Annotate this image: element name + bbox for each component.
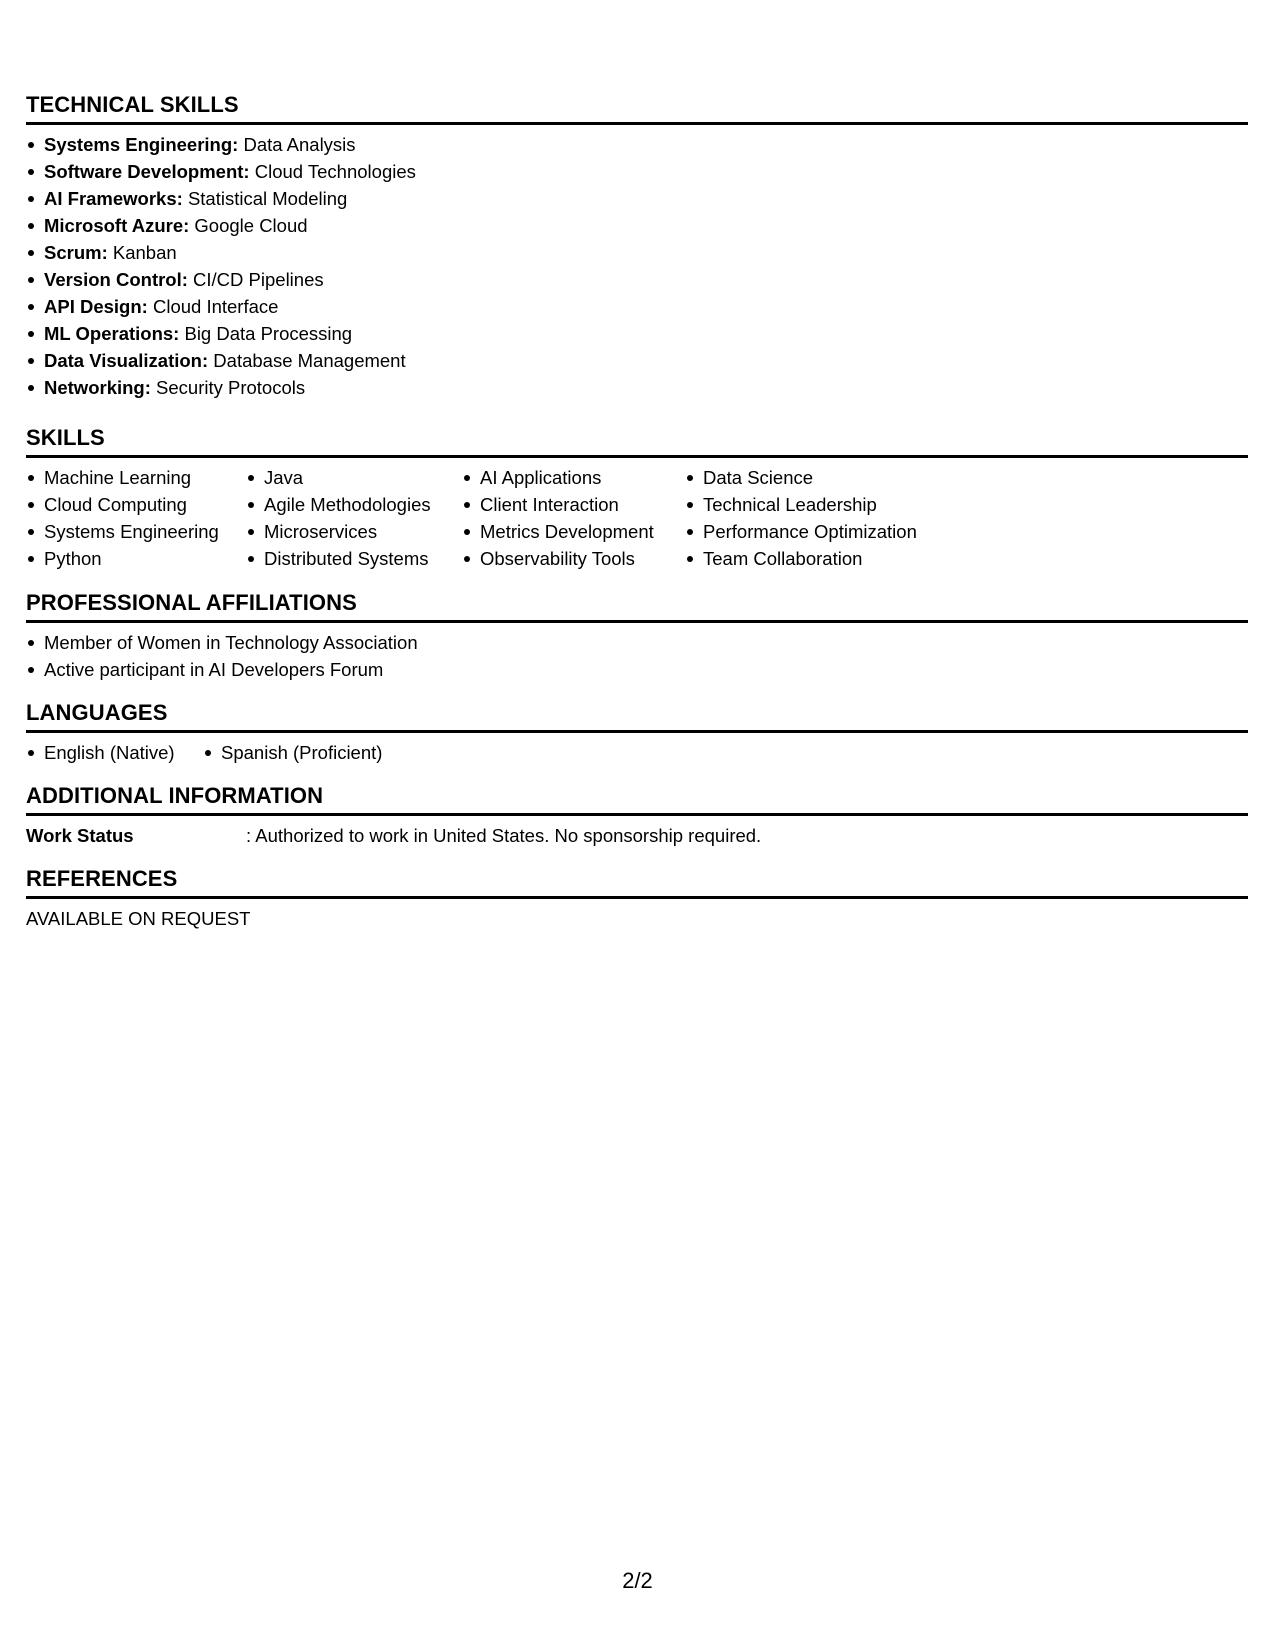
work-status-label: Work Status [26, 825, 134, 846]
list-item: Active participant in AI Developers Forum [26, 656, 1248, 683]
list-item: Performance Optimization [685, 518, 945, 545]
languages-list [203, 739, 382, 766]
list-item: Team Collaboration [685, 545, 945, 572]
skills-column [26, 464, 246, 572]
skills-section [26, 425, 1248, 572]
references-section [26, 866, 1248, 932]
list-item: Data Science [685, 464, 945, 491]
affiliations-section [26, 590, 1248, 683]
languages-list [26, 739, 203, 766]
list-item: Spanish (Proficient) [203, 739, 382, 766]
work-status-value: : Authorized to work in United States. No sponsorship required. [246, 825, 762, 846]
list-item: Technical Leadership [685, 491, 945, 518]
section-title: PROFESSIONAL AFFILIATIONS [26, 590, 1248, 623]
list-item: AI Applications [462, 464, 685, 491]
languages-section [26, 700, 1248, 766]
list-item: AI Frameworks: Statistical Modeling [26, 185, 1248, 212]
info-row [26, 822, 1248, 849]
skills-column [246, 464, 462, 572]
list-item: Metrics Development [462, 518, 685, 545]
list-item: Java [246, 464, 462, 491]
list-item: English (Native) [26, 739, 203, 766]
list-item: Observability Tools [462, 545, 685, 572]
list-item: Data Visualization: Database Management [26, 347, 1248, 374]
languages-row [26, 739, 1248, 766]
page-number: 2/2 [622, 1568, 653, 1593]
list-item: Version Control: CI/CD Pipelines [26, 266, 1248, 293]
list-item: Microsoft Azure: Google Cloud [26, 212, 1248, 239]
list-item: Systems Engineering [26, 518, 246, 545]
references-text: AVAILABLE ON REQUEST [26, 908, 251, 929]
list-item: Distributed Systems [246, 545, 462, 572]
skills-column [462, 464, 685, 572]
technical-skills-section [26, 92, 1248, 401]
section-title: ADDITIONAL INFORMATION [26, 783, 1248, 816]
section-title: SKILLS [26, 425, 1248, 458]
list-item: Python [26, 545, 246, 572]
list-item: Machine Learning [26, 464, 246, 491]
list-item: API Design: Cloud Interface [26, 293, 1248, 320]
section-title: REFERENCES [26, 866, 1248, 899]
skills-column [685, 464, 945, 572]
list-item: Client Interaction [462, 491, 685, 518]
section-title: LANGUAGES [26, 700, 1248, 733]
list-item: Agile Methodologies [246, 491, 462, 518]
list-item: Networking: Security Protocols [26, 374, 1248, 401]
list-item: Scrum: Kanban [26, 239, 1248, 266]
list-item: Software Development: Cloud Technologies [26, 158, 1248, 185]
section-title: TECHNICAL SKILLS [26, 92, 1248, 125]
list-item: Systems Engineering: Data Analysis [26, 131, 1248, 158]
technical-skills-list [26, 131, 1248, 401]
list-item: Microservices [246, 518, 462, 545]
skills-grid [26, 464, 1248, 572]
list-item: Cloud Computing [26, 491, 246, 518]
additional-info-section [26, 783, 1248, 849]
list-item: Member of Women in Technology Association [26, 629, 1248, 656]
affiliations-list [26, 629, 1248, 683]
list-item: ML Operations: Big Data Processing [26, 320, 1248, 347]
